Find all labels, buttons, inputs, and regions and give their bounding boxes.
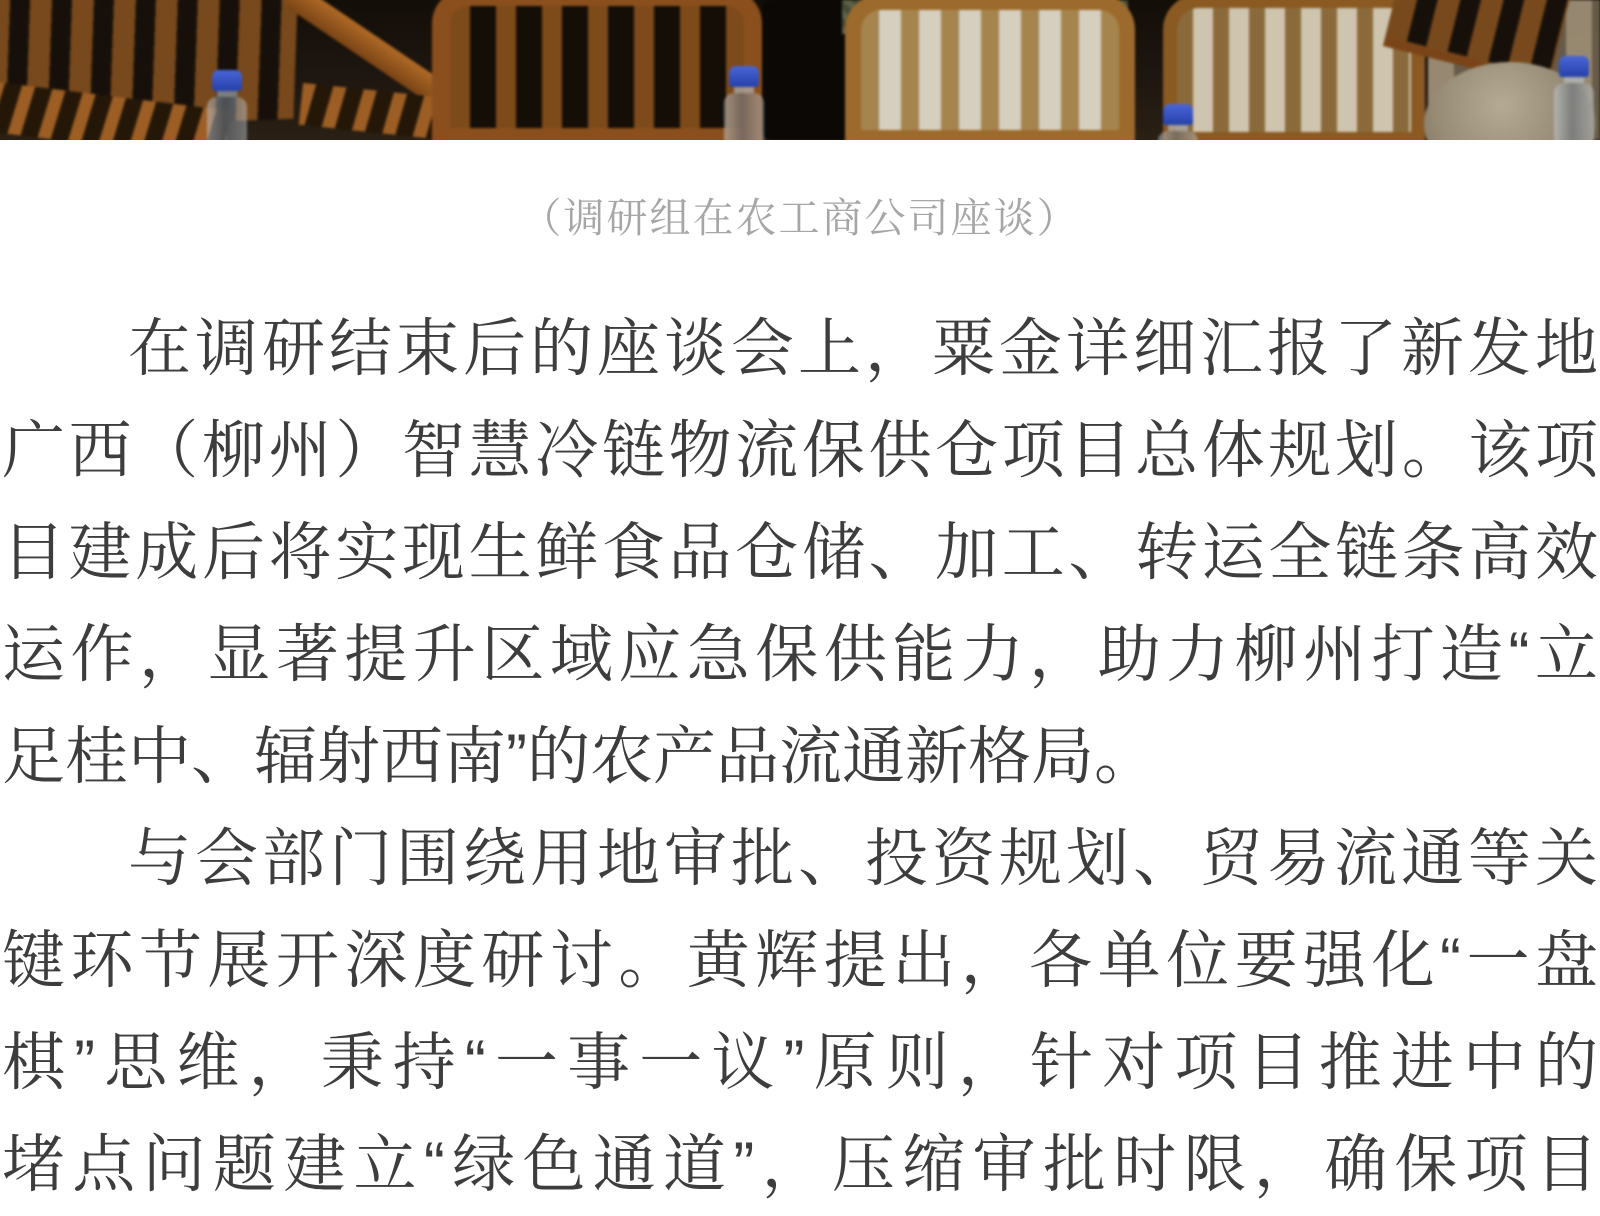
article-line: 广西（柳州）智慧冷链物流保供仓项目总体规划。该项 — [2, 416, 1598, 486]
photo-caption: （调研组在农工商公司座谈） — [520, 195, 1080, 241]
bottle-cap-icon — [729, 66, 759, 87]
photo-chair-right — [1163, 0, 1425, 140]
photo-water-bottle-3 — [1156, 104, 1200, 140]
article-line: 堵点问题建立“绿色通道”，压缩审批时限，确保项目 — [2, 1130, 1598, 1200]
meeting-photo-scene — [0, 0, 1600, 140]
article-line: 键环节展开深度研讨。黄辉提出，各单位要强化“一盘 — [2, 926, 1598, 996]
photo-water-bottle-1 — [205, 70, 249, 140]
article-line: 目建成后将实现生鲜食品仓储、加工、转运全链条高效 — [2, 518, 1598, 588]
article-line: 运作，显著提升区域应急保供能力，助力柳州打造“立 — [2, 620, 1598, 690]
photo-chair-center — [432, 0, 762, 140]
bottle-cap-icon — [1559, 56, 1589, 77]
bottle-cap-icon — [212, 70, 242, 91]
article-body — [0, 298, 1600, 1216]
photo-chair-bright — [845, 0, 1135, 140]
photo-water-bottle-4 — [1552, 56, 1596, 140]
article-line: 足桂中、辐射西南”的农产品流通新格局。 — [2, 722, 1157, 792]
bottle-cap-icon — [1163, 104, 1193, 125]
photo-water-bottle-2 — [722, 66, 766, 140]
article-line: 与会部门围绕用地审批、投资规划、贸易流通等关 — [128, 824, 1598, 894]
article-line: 在调研结束后的座谈会上，粟金详细汇报了新发地 — [128, 314, 1598, 384]
article-line: 棋”思维，秉持“一事一议”原则，针对项目推进中的 — [2, 1028, 1598, 1098]
meeting-photo — [0, 0, 1600, 140]
